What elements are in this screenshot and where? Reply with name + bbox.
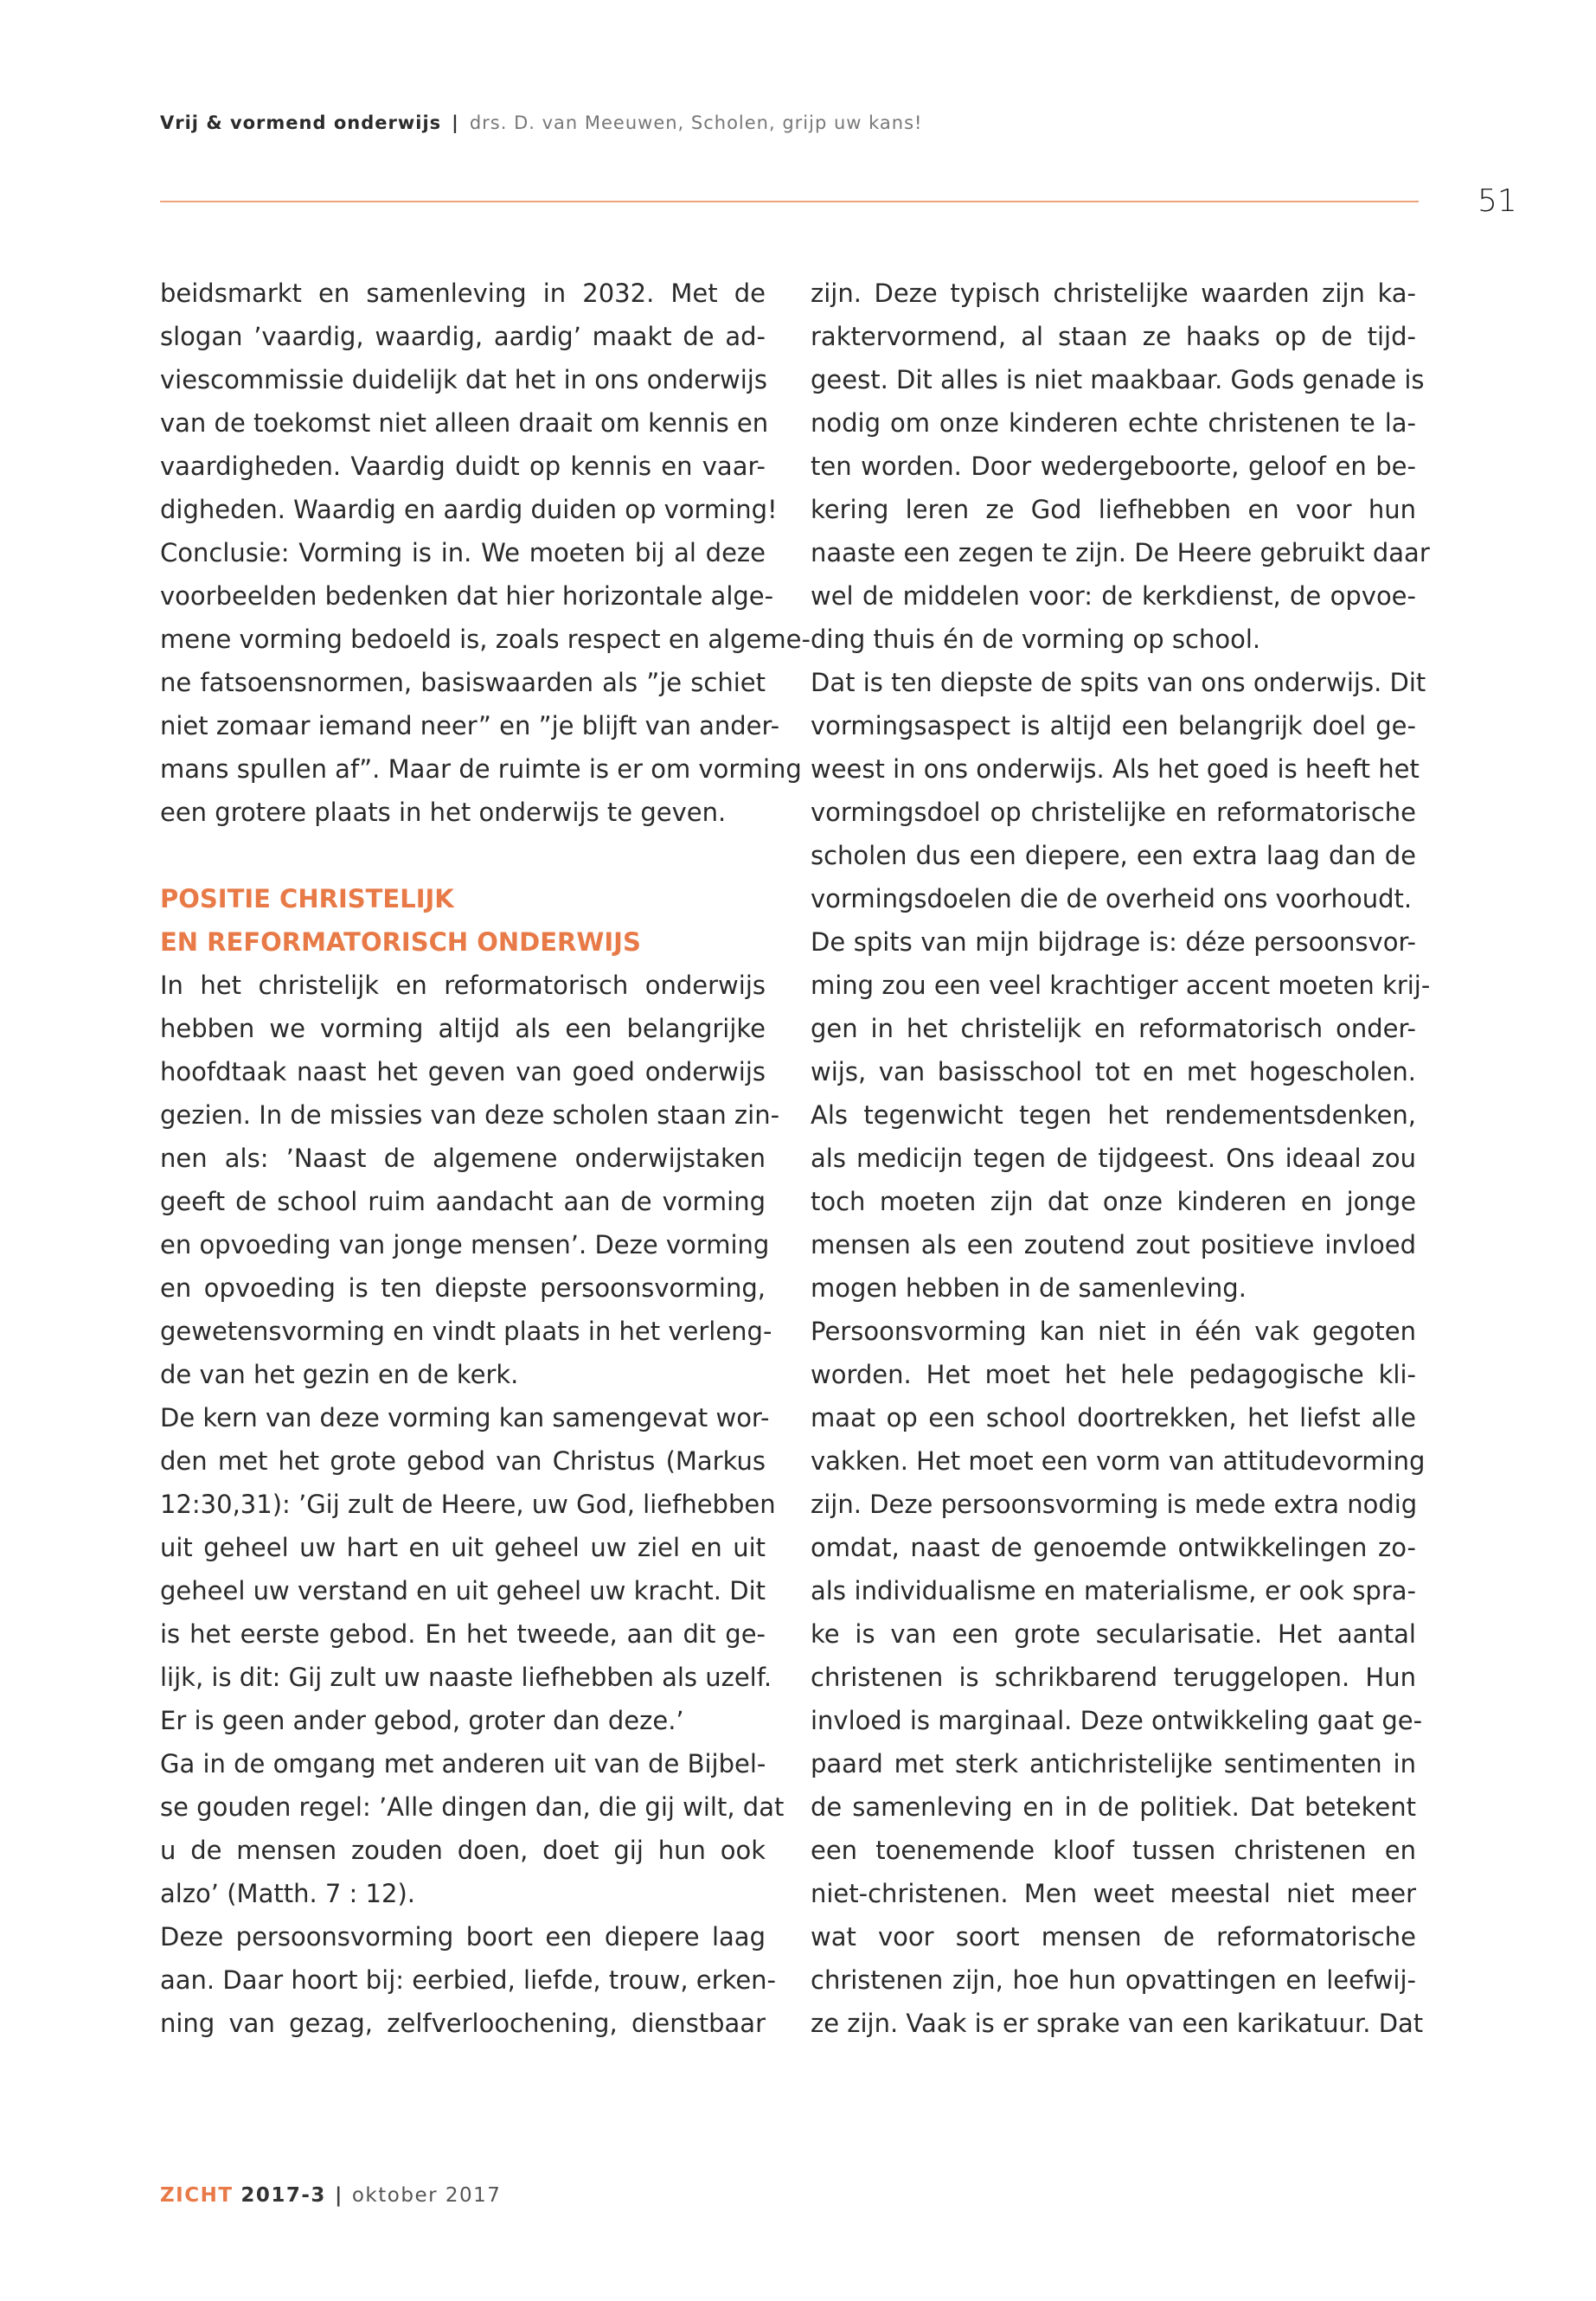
paragraph — [811, 661, 1426, 920]
text-line: vormingsdoel op christelijke en reformatorische — [811, 798, 1416, 827]
paragraph — [160, 1396, 776, 1742]
text-line: Deze persoonsvorming boort een diepere laag — [160, 1922, 766, 1952]
page-footer — [160, 2184, 501, 2207]
section-heading-line-1: POSITIE CHRISTELIJK — [160, 884, 454, 913]
text-line: De kern van deze vorming kan samengevat wor- — [160, 1403, 770, 1433]
paragraph — [160, 1915, 777, 2045]
text-line: en opvoeding van jonge mensen’. Deze vorming — [160, 1230, 770, 1259]
text-line: zijn. Deze typisch christelijke waarden zijn ka- — [811, 279, 1416, 308]
text-line: In het christelijk en reformatorisch onderwijs — [160, 971, 766, 1000]
text-line: gewetensvorming en vindt plaats in het verleng- — [160, 1317, 772, 1346]
text-line: als individualisme en materialisme, er ook spra- — [811, 1576, 1416, 1606]
text-line: zijn. Deze persoonsvorming is mede extra nodig — [811, 1490, 1418, 1519]
text-line: se gouden regel: ’Alle dingen dan, die gij wilt, dat — [160, 1792, 785, 1822]
text-line: u de mensen zouden doen, doet gij hun ook — [160, 1836, 766, 1865]
text-line: mogen hebben in de samenleving. — [811, 1273, 1247, 1303]
text-line: ning van gezag, zelfverloochening, dienstbaar — [160, 2009, 766, 2038]
text-line: toch moeten zijn dat onze kinderen en jonge — [811, 1187, 1416, 1216]
text-line: nodig om onze kinderen echte christenen te la- — [811, 408, 1416, 438]
text-line: ke is van een grote secularisatie. Het aantal — [811, 1619, 1416, 1649]
text-line: de van het gezin en de kerk. — [160, 1360, 519, 1389]
section-heading-line-2: EN REFORMATORISCH ONDERWIJS — [160, 927, 641, 957]
text-line: De spits van mijn bijdrage is: déze persoonsvor- — [811, 927, 1416, 957]
text-line: 12:30,31): ’Gij zult de Heere, uw God, liefhebben — [160, 1490, 776, 1519]
text-line: scholen dus een diepere, een extra laag dan de — [811, 841, 1416, 870]
text-line: Er is geen ander gebod, groter dan deze.’ — [160, 1706, 684, 1735]
paragraph — [811, 920, 1431, 1310]
series-title: Vrij & vormend onderwijs — [160, 112, 442, 133]
page-number: 51 — [1477, 183, 1517, 219]
text-line: gen in het christelijk en reformatorisch onder- — [811, 1014, 1416, 1043]
text-line: een grotere plaats in het onderwijs te geven. — [160, 798, 727, 827]
text-line: christenen zijn, hoe hun opvattingen en leefwij- — [811, 1965, 1416, 1995]
text-line: mans spullen af”. Maar de ruimte is er om vorming — [160, 754, 802, 784]
text-line: weest in ons onderwijs. Als het goed is heeft het — [811, 754, 1420, 784]
text-line: omdat, naast de genoemde ontwikkelingen zo- — [811, 1533, 1416, 1562]
text-line: een toenemende kloof tussen christenen en — [811, 1836, 1416, 1865]
text-line: paard met sterk antichristelijke sentimenten in — [811, 1749, 1416, 1779]
left-column — [160, 272, 811, 2045]
text-line: is het eerste gebod. En het tweede, aan dit ge- — [160, 1619, 766, 1649]
issue-date: oktober 2017 — [351, 2184, 502, 2207]
text-line: vormingsaspect is altijd een belangrijk doel ge- — [811, 711, 1416, 740]
text-line: wel de middelen voor: de kerkdienst, de opvoe- — [811, 581, 1416, 611]
header-rule — [160, 201, 1419, 202]
text-line: wijs, van basisschool tot en met hogescholen. — [811, 1057, 1416, 1086]
text-line: uit geheel uw hart en uit geheel uw ziel en uit — [160, 1533, 766, 1562]
text-line: vakken. Het moet een vorm van attitudevorming — [811, 1446, 1426, 1476]
text-line: ne fatsoensnormen, basiswaarden als ”je schiet — [160, 668, 766, 697]
text-line: niet-christenen. Men weet meestal niet meer — [811, 1879, 1416, 1908]
paragraph — [160, 964, 780, 1396]
paragraph — [160, 272, 811, 834]
text-line: slogan ’vaardig, waardig, aardig’ maakt de ad- — [160, 322, 766, 351]
paragraph — [160, 1742, 785, 1915]
text-line: mensen als een zoutend zout positieve invloed — [811, 1230, 1416, 1259]
right-column — [811, 272, 1431, 2045]
text-line: wat voor soort mensen de reformatorische — [811, 1922, 1416, 1952]
text-line: ze zijn. Vaak is er sprake van een karikatuur. Dat — [811, 2009, 1424, 2038]
text-line: Conclusie: Vorming is in. We moeten bij al deze — [160, 538, 766, 567]
text-line: aan. Daar hoort bij: eerbied, liefde, trouw, erken- — [160, 1965, 777, 1995]
text-line: christenen is schrikbarend teruggelopen. Hun — [811, 1663, 1416, 1692]
article-reference: drs. D. van Meeuwen, Scholen, grijp uw kans! — [469, 112, 923, 133]
text-line: worden. Het moet het hele pedagogische kli- — [811, 1360, 1416, 1389]
text-line: vaardigheden. Vaardig duidt op kennis en vaar- — [160, 452, 766, 481]
text-line: de samenleving en in de politiek. Dat betekent — [811, 1792, 1416, 1822]
text-line: kering leren ze God liefhebben en voor hun — [811, 495, 1416, 524]
text-line: Ga in de omgang met anderen uit van de Bijbel- — [160, 1749, 766, 1779]
spacer — [160, 834, 766, 877]
text-line: geheel uw verstand en uit geheel uw kracht. Dit — [160, 1576, 766, 1606]
text-line: geeft de school ruim aandacht aan de vorming — [160, 1187, 766, 1216]
text-line: van de toekomst niet alleen draait om kennis en — [160, 408, 769, 438]
text-line: en opvoeding is ten diepste persoonsvorming, — [160, 1273, 766, 1303]
text-line: niet zomaar iemand neer” en ”je blijft van ander- — [160, 711, 780, 740]
text-line: voorbeelden bedenken dat hier horizontale alge- — [160, 581, 774, 611]
footer-separator: | — [334, 2184, 343, 2207]
text-line: Als tegenwicht tegen het rendementsdenken, — [811, 1100, 1416, 1130]
text-line: mene vorming bedoeld is, zoals respect en algeme- — [160, 625, 811, 654]
text-line: lijk, is dit: Gij zult uw naaste liefhebben als uzelf. — [160, 1663, 772, 1692]
text-line: raktervormend, al staan ze haaks op de tijd- — [811, 322, 1416, 351]
text-line: maat op een school doortrekken, het liefst alle — [811, 1403, 1416, 1433]
header-separator: | — [452, 112, 459, 133]
text-line: alzo’ (Matth. 7 : 12). — [160, 1879, 415, 1908]
paragraph — [811, 1310, 1426, 2045]
text-line: vormingsdoelen die de overheid ons voorhoudt. — [811, 884, 1413, 913]
text-line: ding thuis én de vorming op school. — [811, 625, 1261, 654]
text-line: viescommissie duidelijk dat het in ons onderwijs — [160, 365, 767, 394]
text-line: invloed is marginaal. Deze ontwikkeling gaat ge- — [811, 1706, 1423, 1735]
text-line: hoofdtaak naast het geven van goed onderwijs — [160, 1057, 766, 1086]
text-line: als medicijn tegen de tijdgeest. Ons ideaal zou — [811, 1144, 1416, 1173]
text-line: ten worden. Door wedergeboorte, geloof en be- — [811, 452, 1416, 481]
text-line: den met het grote gebod van Christus (Markus — [160, 1446, 766, 1476]
text-line: Persoonsvorming kan niet in één vak gegoten — [811, 1317, 1416, 1346]
text-line: nen als: ’Naast de algemene onderwijstaken — [160, 1144, 766, 1173]
text-line: beidsmarkt en samenleving in 2032. Met de — [160, 279, 766, 308]
text-line: digheden. Waardig en aardig duiden op vorming! — [160, 495, 778, 524]
text-line: geest. Dit alles is niet maakbaar. Gods genade is — [811, 365, 1425, 394]
running-header — [160, 112, 922, 133]
magazine-name: ZICHT — [160, 2184, 234, 2207]
text-line: naaste een zegen te zijn. De Heere gebruikt daar — [811, 538, 1430, 567]
text-line: gezien. In de missies van deze scholen staan zin- — [160, 1100, 780, 1130]
text-line: hebben we vorming altijd als een belangrijke — [160, 1014, 766, 1043]
text-line: ming zou een veel krachtiger accent moeten krij- — [811, 971, 1431, 1000]
text-line: Dat is ten diepste de spits van ons onderwijs. Dit — [811, 668, 1426, 697]
paragraph — [811, 272, 1430, 661]
issue-number: 2017-3 — [240, 2184, 326, 2207]
